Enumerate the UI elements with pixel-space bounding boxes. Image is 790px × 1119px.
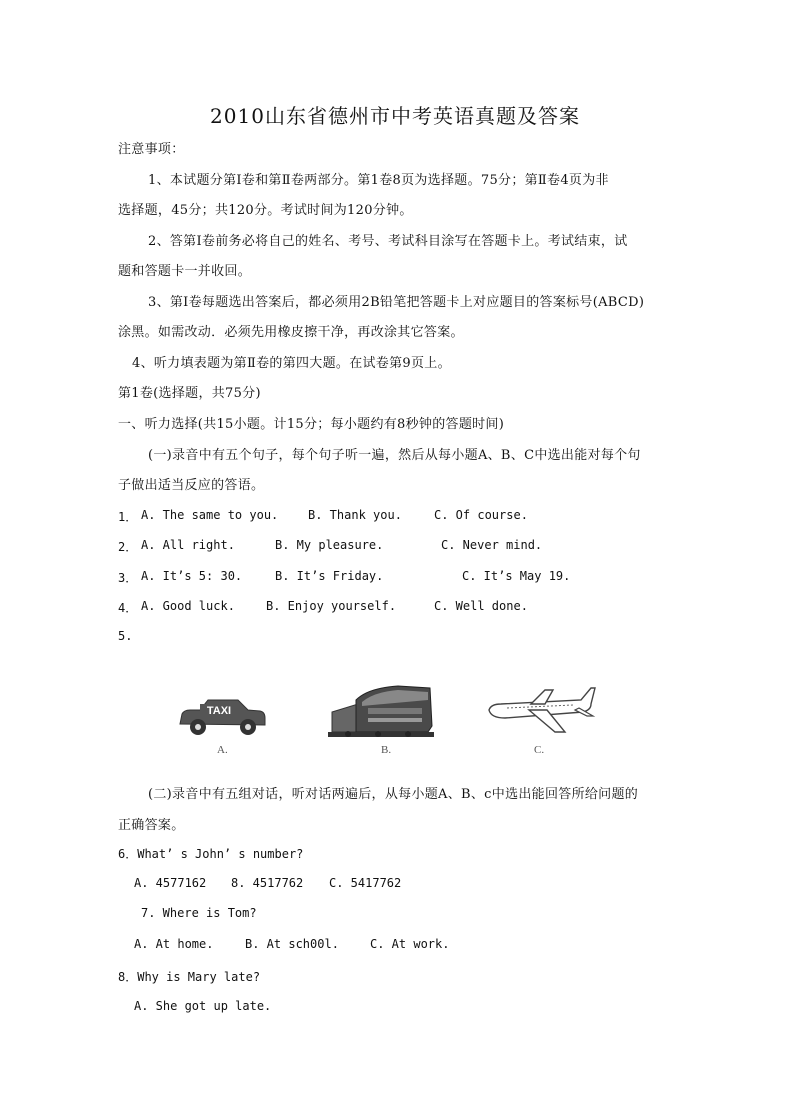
note-line: 1、本试题分第Ⅰ卷和第Ⅱ卷两部分。第1卷8页为选择题。75分；第Ⅱ卷4页为非 xyxy=(148,173,609,188)
option-b: B. At sch00l. xyxy=(245,937,339,951)
question-1 xyxy=(118,508,137,525)
option-c: C. Never mind. xyxy=(441,538,543,552)
question-number: 2． xyxy=(118,540,138,554)
section-heading: 一、听力选择(共15小题。计15分；每小题约有8秒钟的答题时间) xyxy=(118,417,505,432)
question-7-stem: 7. Where is Tom? xyxy=(141,906,257,920)
option-a: A. 4577162 xyxy=(134,876,207,890)
taxi-picture xyxy=(176,694,268,738)
option-c: C. Of course. xyxy=(434,508,528,522)
question-8-stem: 8．Why is Mary late? xyxy=(118,970,261,984)
option-a: A. The same to you. xyxy=(141,508,279,522)
option-c: C. 5417762 xyxy=(329,876,402,890)
option-c: C. It’s May 19. xyxy=(462,569,571,583)
option-a: A. Good luck. xyxy=(141,599,235,613)
page-title: 2010山东省德州市中考英语真题及答案 xyxy=(210,104,580,128)
question-number: 1． xyxy=(118,510,138,524)
question-number: 3． xyxy=(118,571,138,585)
option-a: A. She got up late. xyxy=(134,999,272,1013)
option-a: A. It’s 5: 30. xyxy=(141,569,243,583)
part-instruction: (二)录音中有五组对话，听对话两遍后，从每小题A、B、c中选出能回答所给问题的 xyxy=(148,787,639,802)
note-line: 题和答题卡一并收回。 xyxy=(118,264,252,279)
note-line: 2、答第Ⅰ卷前务必将自己的姓名、考号、考试科目涂写在答题卡上。考试结束，试 xyxy=(148,234,628,249)
part-instruction: 正确答案。 xyxy=(118,818,185,833)
option-c: C. Well done. xyxy=(434,599,528,613)
train-picture xyxy=(328,682,436,740)
notes-heading: 注意事项： xyxy=(118,142,185,157)
picture-label-b: B. xyxy=(381,744,392,756)
option-b: B. My pleasure. xyxy=(275,538,384,552)
option-b: B. Enjoy yourself. xyxy=(266,599,397,613)
airplane-picture xyxy=(485,686,597,736)
option-a: A. All right. xyxy=(141,538,235,552)
option-b: 8. 4517762 xyxy=(231,876,304,890)
question-number: 4． xyxy=(118,601,138,615)
part-instruction: (一)录音中有五个句子，每个句子听一遍，然后从每小题A、B、C中选出能对每个句 xyxy=(148,448,641,463)
part-instruction: 子做出适当反应的答语。 xyxy=(118,478,265,493)
option-b: B. It’s Friday. xyxy=(275,569,384,583)
note-line: 4、听力填表题为第Ⅱ卷的第四大题。在试卷第9页上。 xyxy=(132,356,451,371)
picture-label-c: C. xyxy=(534,744,545,756)
option-c: C. At work. xyxy=(370,937,450,951)
question-6-stem: 6．What’ s John’ s number? xyxy=(118,847,304,861)
note-line: 3、第Ⅰ卷每题选出答案后，都必须用2B铅笔把答题卡上对应题目的答案标号(ABCD) xyxy=(148,295,645,310)
picture-label-a: A. xyxy=(217,744,228,756)
question-number: 5. xyxy=(118,629,133,643)
option-b: B. Thank you. xyxy=(308,508,402,522)
note-line: 涂黑。如需改动．必须先用橡皮擦干净，再改涂其它答案。 xyxy=(118,325,464,340)
taxi-sign: TAXI xyxy=(206,705,232,717)
volume-heading: 第1卷(选择题，共75分) xyxy=(118,386,261,401)
option-a: A. At home. xyxy=(134,937,214,951)
note-line: 选择题，45分；共120分。考试时间为120分钟。 xyxy=(118,203,413,218)
